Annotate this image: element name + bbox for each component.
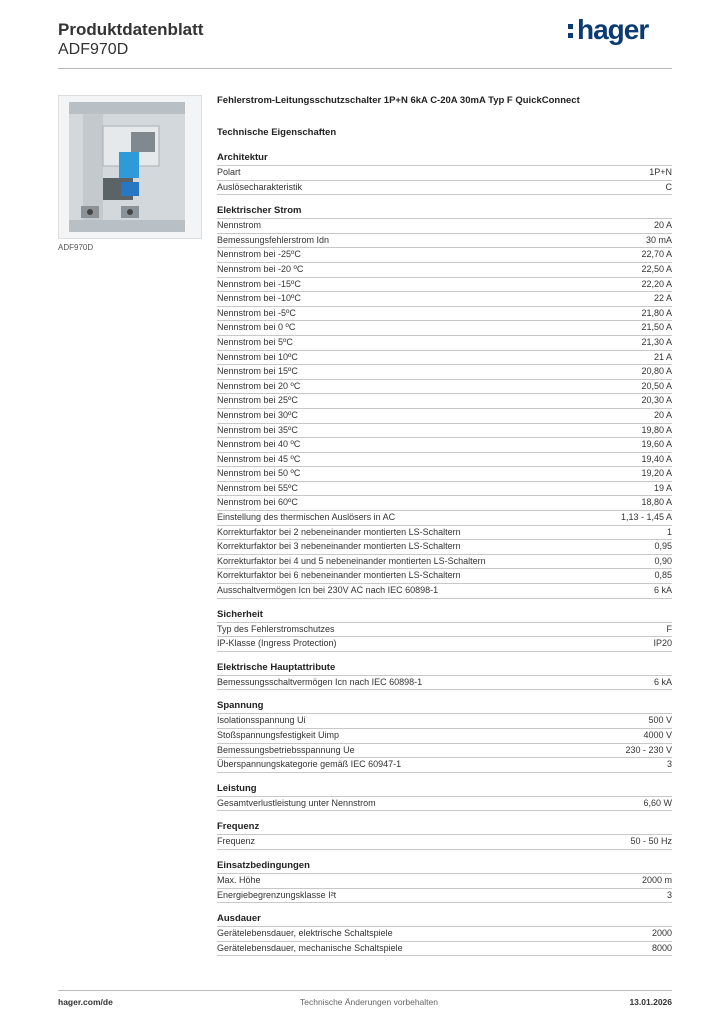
property-row xyxy=(217,834,672,850)
property-value: 2000 m xyxy=(641,874,672,885)
hager-logo xyxy=(568,14,648,46)
section-title: Elektrische Hauptattribute xyxy=(217,661,336,673)
section xyxy=(217,699,672,772)
property-name: Nennstrom bei 55ºC xyxy=(217,482,298,493)
property-value: 22,70 A xyxy=(641,249,672,260)
property-value: 2000 xyxy=(651,928,672,939)
property-value: 21,50 A xyxy=(641,322,672,333)
property-name: Isolationsspannung Ui xyxy=(217,715,306,726)
property-value: 3 xyxy=(666,889,672,900)
section-title: Sicherheit xyxy=(217,608,263,620)
property-row xyxy=(217,728,672,743)
property-value: 1 xyxy=(666,526,672,537)
property-row xyxy=(217,165,672,180)
property-name: Bemessungsfehlerstrom Idn xyxy=(217,234,330,245)
property-row xyxy=(217,757,672,773)
technical-properties-title: Technische Eigenschaften xyxy=(217,127,337,138)
property-name: Korrekturfaktor bei 6 nebeneinander montierten LS-Schaltern xyxy=(217,570,461,581)
property-name: Nennstrom bei 45 ºC xyxy=(217,453,301,464)
property-name: Nennstrom bei 25ºC xyxy=(217,395,298,406)
property-value: 8000 xyxy=(651,942,672,953)
property-row xyxy=(217,941,672,957)
document-title: Produktdatenblatt xyxy=(58,20,204,39)
section xyxy=(217,912,672,956)
section-title: Ausdauer xyxy=(217,913,261,925)
property-name: Frequenz xyxy=(217,836,256,847)
property-row xyxy=(217,539,672,554)
property-table xyxy=(217,675,672,691)
property-row xyxy=(217,393,672,408)
property-value: 22,50 A xyxy=(641,263,672,274)
property-table xyxy=(217,622,672,652)
product-code: ADF970D xyxy=(58,41,129,58)
property-name: Nennstrom bei 50 ºC xyxy=(217,468,301,479)
section xyxy=(217,782,672,812)
property-value: 6 kA xyxy=(653,585,672,596)
property-name: Einstellung des thermischen Auslösers in AC xyxy=(217,512,396,523)
property-name: Nennstrom bei 15ºC xyxy=(217,366,298,377)
property-table xyxy=(217,713,672,772)
property-row xyxy=(217,350,672,365)
property-table xyxy=(217,926,672,956)
property-row xyxy=(217,525,672,540)
property-table xyxy=(217,165,672,195)
property-row xyxy=(217,743,672,758)
property-row xyxy=(217,568,672,583)
property-row xyxy=(217,423,672,438)
property-name: Nennstrom bei 20 ºC xyxy=(217,380,301,391)
property-row xyxy=(217,926,672,941)
property-value: 50 - 50 Hz xyxy=(630,836,672,847)
property-value: 20,50 A xyxy=(641,380,672,391)
property-table xyxy=(217,218,672,598)
property-value: 21,80 A xyxy=(641,307,672,318)
property-name: Nennstrom bei 0 ºC xyxy=(217,322,296,333)
property-row xyxy=(217,481,672,496)
property-row xyxy=(217,233,672,248)
property-value: 0,95 xyxy=(654,541,672,552)
property-name: Polart xyxy=(217,167,241,177)
property-row xyxy=(217,180,672,196)
section xyxy=(217,204,672,598)
property-name: Nennstrom bei 5ºC xyxy=(217,336,293,347)
property-name: Bemessungsschaltvermögen Icn nach IEC 60898-1 xyxy=(217,676,423,687)
property-value: 30 mA xyxy=(645,234,672,245)
property-value: 0,90 xyxy=(654,555,672,566)
property-row xyxy=(217,622,672,637)
property-name: IP-Klasse (Ingress Protection) xyxy=(217,638,337,649)
footer-date: 13.01.2026 xyxy=(629,997,672,1007)
property-name: Überspannungskategorie gemäß IEC 60947-1 xyxy=(217,759,402,770)
property-row xyxy=(217,364,672,379)
product-details xyxy=(217,95,672,956)
section xyxy=(217,151,672,195)
property-row xyxy=(217,320,672,335)
property-row xyxy=(217,291,672,306)
property-name: Typ des Fehlerstromschutzes xyxy=(217,623,335,634)
property-row xyxy=(217,796,672,812)
property-table xyxy=(217,873,672,903)
property-name: Nennstrom bei -15ºC xyxy=(217,278,301,289)
property-value: 21,30 A xyxy=(641,336,672,347)
property-name: Nennstrom bei -5ºC xyxy=(217,307,296,318)
property-row xyxy=(217,408,672,423)
property-row xyxy=(217,247,672,262)
property-name: Korrekturfaktor bei 3 nebeneinander montierten LS-Schaltern xyxy=(217,541,461,552)
property-value: 0,85 xyxy=(654,570,672,581)
section xyxy=(217,608,672,652)
property-name: Nennstrom bei 60ºC xyxy=(217,497,298,508)
section xyxy=(217,661,672,691)
property-value: 500 V xyxy=(648,715,672,726)
property-name: Nennstrom bei -10ºC xyxy=(217,293,301,304)
property-name: Energiebegrenzungsklasse I²t xyxy=(217,889,337,900)
property-value: 19,80 A xyxy=(641,424,672,435)
property-row xyxy=(217,466,672,481)
property-row xyxy=(217,713,672,728)
property-row xyxy=(217,495,672,510)
property-value: 6 kA xyxy=(653,676,672,687)
section-title: Spannung xyxy=(217,700,264,712)
header-divider xyxy=(58,68,672,69)
property-value: 20,80 A xyxy=(641,366,672,377)
property-value: 19,20 A xyxy=(641,468,672,479)
property-name: Nennstrom bei 10ºC xyxy=(217,351,298,362)
property-value: 22,20 A xyxy=(641,278,672,289)
image-caption: ADF970D xyxy=(58,243,94,252)
property-value: C xyxy=(665,181,672,192)
property-row xyxy=(217,277,672,292)
property-name: Nennstrom bei -25ºC xyxy=(217,249,301,260)
property-name: Nennstrom bei 30ºC xyxy=(217,409,298,420)
property-table xyxy=(217,796,672,812)
section-title: Elektrischer Strom xyxy=(217,205,302,217)
property-table xyxy=(217,834,672,850)
property-value: 1,13 - 1,45 A xyxy=(620,512,672,523)
property-row xyxy=(217,452,672,467)
property-name: Bemessungsbetriebsspannung Ue xyxy=(217,744,355,755)
property-value: F xyxy=(666,623,672,634)
property-name: Nennstrom bei -20 ºC xyxy=(217,263,304,274)
property-value: 6,60 W xyxy=(643,797,672,808)
property-value: 4000 V xyxy=(643,730,672,740)
property-row xyxy=(217,306,672,321)
section xyxy=(217,820,672,850)
property-value: 19,40 A xyxy=(641,453,672,464)
property-name: Max. Höhe xyxy=(217,874,261,885)
product-image xyxy=(58,95,202,239)
property-row xyxy=(217,262,672,277)
property-value: 230 - 230 V xyxy=(625,744,672,755)
property-name: Nennstrom bei 40 ºC xyxy=(217,439,301,450)
section-title: Leistung xyxy=(217,782,257,794)
property-row xyxy=(217,554,672,569)
section-title: Einsatzbedingungen xyxy=(217,859,310,871)
property-value: 21 A xyxy=(653,351,672,362)
property-row xyxy=(217,510,672,525)
footer-divider xyxy=(58,990,672,991)
section xyxy=(217,859,672,903)
product-name: Fehlerstrom-Leitungsschutzschalter 1P+N 6kA C-20A 30mA Typ F QuickConnect xyxy=(217,95,580,106)
property-row xyxy=(217,218,672,233)
property-name: Nennstrom bei 35ºC xyxy=(217,424,298,435)
property-row xyxy=(217,583,672,599)
property-value: 19,60 A xyxy=(641,439,672,450)
property-value: 20,30 A xyxy=(641,395,672,406)
circuit-breaker-icon xyxy=(59,96,201,238)
property-name: Korrekturfaktor bei 4 und 5 nebeneinander montierten LS-Schaltern xyxy=(217,555,486,566)
property-row xyxy=(217,873,672,888)
property-value: 19 A xyxy=(653,482,672,493)
property-row xyxy=(217,636,672,652)
property-name: Auslösecharakteristik xyxy=(217,181,303,192)
property-name: Gerätelebensdauer, mechanische Schaltspiele xyxy=(217,942,403,953)
property-value: 20 A xyxy=(653,409,672,420)
logo-text: hager xyxy=(577,14,649,45)
properties-sections xyxy=(217,151,672,956)
property-name: Korrekturfaktor bei 2 nebeneinander montierten LS-Schaltern xyxy=(217,526,461,537)
property-row xyxy=(217,888,672,904)
property-name: Nennstrom xyxy=(217,220,262,231)
section-title: Architektur xyxy=(217,152,268,163)
footer-note: Technische Änderungen vorbehalten xyxy=(300,997,438,1007)
property-name: Gerätelebensdauer, elektrische Schaltspiele xyxy=(217,928,393,939)
property-row xyxy=(217,335,672,350)
property-name: Gesamtverlustleistung unter Nennstrom xyxy=(217,797,376,808)
property-value: IP20 xyxy=(653,638,672,649)
property-value: 18,80 A xyxy=(641,497,672,508)
logo-dots-icon xyxy=(568,20,574,40)
footer-website-link[interactable]: hager.com/de xyxy=(58,997,113,1007)
property-value: 22 A xyxy=(653,293,672,304)
property-value: 20 A xyxy=(653,220,672,231)
section-title: Frequenz xyxy=(217,821,260,833)
header xyxy=(58,20,203,60)
property-row xyxy=(217,675,672,691)
property-value: 1P+N xyxy=(649,167,672,177)
property-value: 3 xyxy=(666,759,672,770)
property-row xyxy=(217,437,672,452)
property-name: Ausschaltvermögen Icn bei 230V AC nach IEC 60898-1 xyxy=(217,585,439,596)
property-row xyxy=(217,379,672,394)
property-name: Stoßspannungsfestigkeit Uimp xyxy=(217,730,340,740)
